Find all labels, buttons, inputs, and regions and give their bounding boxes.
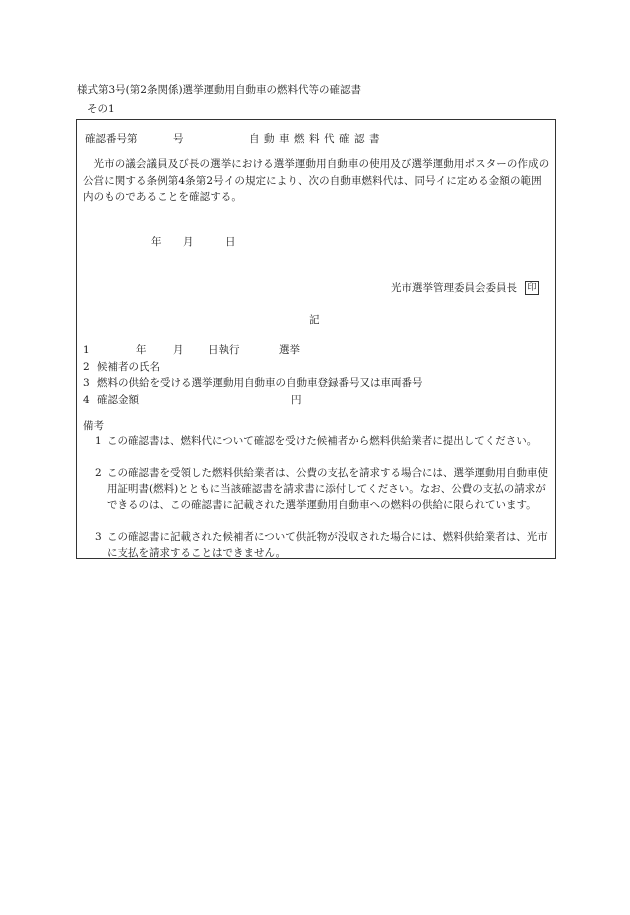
seal-mark: 印 xyxy=(525,281,539,295)
remark-text: この確認書は、燃料代について確認を受けた候補者から燃料供給業者に提出してください。 xyxy=(107,435,538,447)
date-day: 日 xyxy=(225,236,236,248)
date-year: 年 xyxy=(151,236,162,248)
form-sub-label: その1 xyxy=(87,103,115,115)
item-text: 確認金額 xyxy=(97,393,139,406)
item-text: 燃料の供給を受ける選挙運動用自動車の自動車登録番号又は車両番号 xyxy=(97,377,423,389)
certificate-body: 光市の議会議員及び長の選挙における選挙運動用自動車の使用及び選挙運動用ポスターの作成の公営に関する条例第4条第2号イの規定により、次の自動車燃料代は、同号イに定める金額の範囲内のものであることを確認する。 xyxy=(83,158,550,203)
date-month: 月 xyxy=(183,236,194,248)
item-vehicle-number xyxy=(83,375,553,392)
item-amount xyxy=(83,392,553,409)
remark-number: 1 xyxy=(95,435,102,447)
remark-number: 3 xyxy=(95,531,102,543)
remark-text: この確認書を受領した燃料供給業者は、公費の支払を請求する場合には、選挙運動用自動車使用証明書(燃料)とともに当該確認書を請求書に添付してください。なお、公費の支払の請求ができるのは、この確認書に記載された選挙運動用自動車への燃料の供給に限られています。 xyxy=(107,467,548,511)
remark-note xyxy=(83,434,549,450)
remark-number: 2 xyxy=(95,467,102,479)
item-year: 年 xyxy=(136,344,147,356)
certificate-number-suffix: 号 xyxy=(173,133,184,145)
item-amount-unit: 円 xyxy=(291,393,302,406)
item-number: 4 xyxy=(83,393,90,406)
signer-title: 光市選挙管理委員会委員長 xyxy=(391,282,517,294)
remarks-heading: 備考 xyxy=(83,420,104,432)
item-month: 月 xyxy=(173,344,184,356)
item-day-exec: 日執行 xyxy=(208,344,240,356)
certificate-title: 自動車燃料代確認書 xyxy=(249,133,384,145)
item-election-label: 選挙 xyxy=(279,344,300,356)
remark-text: この確認書に記載された候補者について供託物が没収された場合には、燃料供給業者は、光市に支払を請求することはできません。 xyxy=(107,531,548,559)
item-number: 1 xyxy=(83,344,90,356)
item-number: 3 xyxy=(83,377,90,389)
item-election xyxy=(83,342,553,359)
items-list xyxy=(83,342,553,408)
form-title: 様式第3号(第2条関係)選挙運動用自動車の燃料代等の確認書 xyxy=(77,84,362,96)
item-candidate-name xyxy=(83,359,553,376)
certificate-number-label: 確認番号第 xyxy=(85,133,138,145)
remark-note xyxy=(83,466,549,513)
certificate-frame xyxy=(76,119,556,559)
remark-note xyxy=(83,530,549,562)
item-text: 候補者の氏名 xyxy=(97,360,160,373)
item-number: 2 xyxy=(83,360,90,373)
signer-block xyxy=(391,280,539,295)
ki-marker: 記 xyxy=(309,314,320,326)
